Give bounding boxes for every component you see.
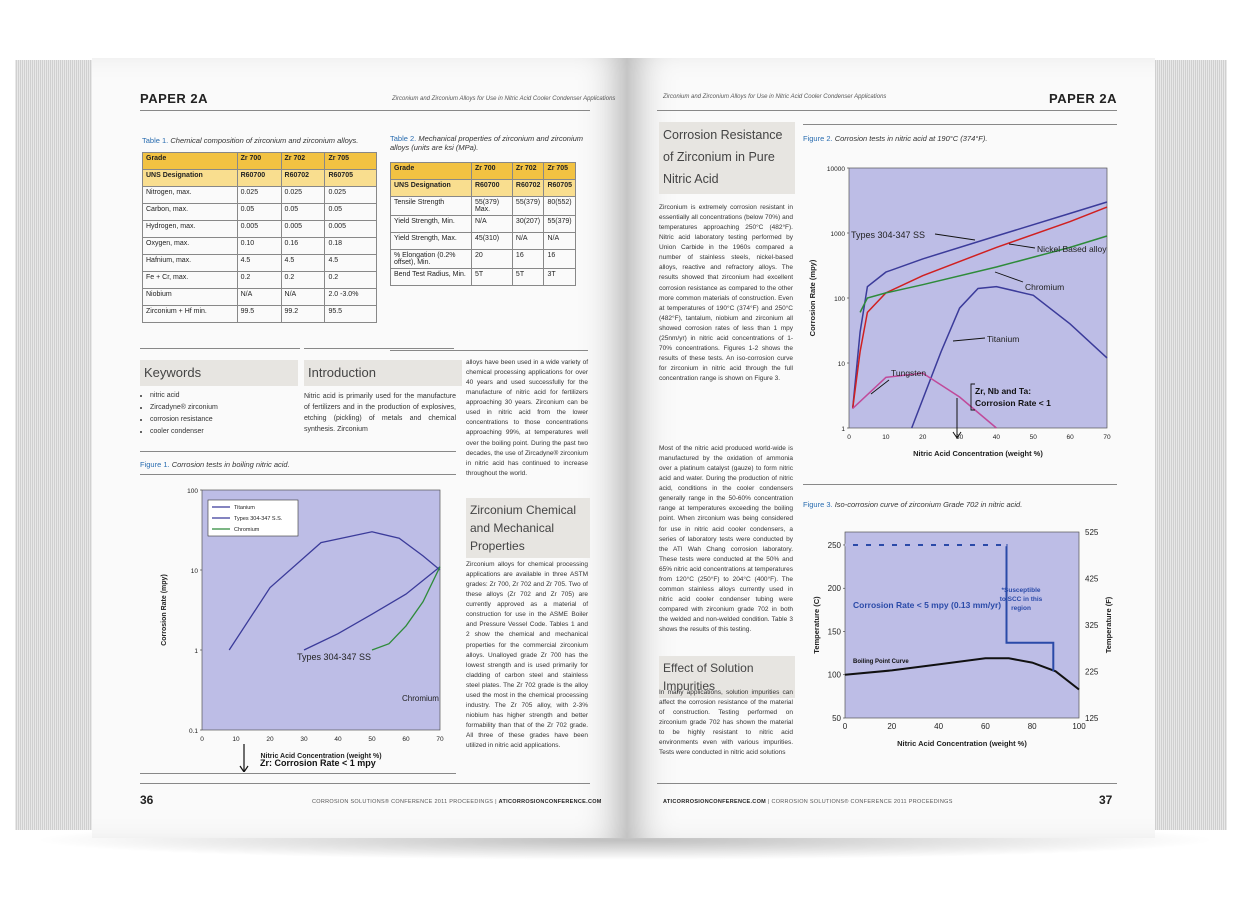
annotation-zr-nb-ta: Zr, Nb and Ta: [975, 386, 1032, 396]
table-cell: 0.025 [281, 187, 325, 204]
x-axis-label: Nitric Acid Concentration (weight %) [913, 449, 1043, 458]
table-row [143, 272, 377, 289]
x-tick-label: 70 [1103, 434, 1111, 441]
figure3-plot-area [845, 532, 1079, 718]
y-tick-label: 10000 [826, 166, 845, 173]
y-tick-label: 150 [827, 627, 841, 637]
table-cell: N/A [544, 233, 576, 250]
table-cell: 55(379) Max. [471, 197, 512, 216]
zr-section-title: Zirconium Chemical and Mechanical Properties [466, 498, 590, 558]
table-cell: Hafnium, max. [143, 255, 238, 272]
y-axis-label: Temperature (C) [812, 596, 821, 654]
table-cell: Zr 700 [471, 163, 512, 180]
table-row [391, 197, 576, 216]
table-cell: R60700 [471, 180, 512, 197]
table-cell: 20 [471, 250, 512, 269]
table-cell: 0.18 [325, 238, 377, 255]
running-title-right: Zirconium and Zirconium Alloys for Use in Nitric Acid Cooler Condenser Applications [663, 94, 887, 100]
page-edges-left [15, 60, 95, 830]
y2-tick-label: 125 [1085, 714, 1099, 723]
table-cell: Bend Test Radius, Min. [391, 269, 472, 286]
annotation-zr: Zr: Corrosion Rate < 1 mpy [260, 758, 376, 768]
y-tick-label: 1000 [830, 231, 845, 238]
y-tick-label: 100 [827, 670, 841, 680]
table-cell: Zr 700 [237, 153, 281, 170]
x-tick-label: 20 [919, 434, 927, 441]
keywords-title: Keywords [140, 360, 298, 386]
keyword-item: • Zircadyne® zirconium [150, 402, 218, 414]
corrosion-section-title: Corrosion Resistance of Zirconium in Pure Nitric Acid [659, 122, 795, 194]
table-cell: Hydrogen, max. [143, 221, 238, 238]
impurities-section-title: Effect of Solution Impurities [659, 656, 795, 698]
table-row [391, 233, 576, 250]
table-cell: 3T [544, 269, 576, 286]
table-cell: 2.0 -3.0% [325, 289, 377, 306]
table-cell: N/A [512, 233, 544, 250]
table-cell: 95.5 [325, 306, 377, 323]
keyword-item: • cooler condenser [150, 426, 218, 438]
table-cell: 0.025 [325, 187, 377, 204]
table-cell: 99.2 [281, 306, 325, 323]
annotation-types-304-347: Types 304-347 SS [297, 652, 372, 662]
table2-subheader-row [391, 180, 576, 197]
table-cell: 0.005 [325, 221, 377, 238]
table-cell: 16 [512, 250, 544, 269]
table2-caption: Table 2. Mechanical properties of zirconium and zirconium alloys (units are ksi (MPa). [390, 134, 584, 152]
annotation-chromium: Chromium [1025, 282, 1065, 292]
annotation-chromium: Chromium [402, 694, 439, 703]
figure2-chart [803, 154, 1113, 474]
table-cell: Grade [391, 163, 472, 180]
y-axis-label: Corrosion Rate (mpy) [161, 574, 168, 646]
x-tick-label: 50 [1029, 434, 1037, 441]
annotation-scc: to SCC in this [999, 596, 1043, 603]
annotation-types-304-347: Types 304-347 SS [851, 230, 926, 240]
table-cell: 99.5 [237, 306, 281, 323]
table-cell: Fe + Cr, max. [143, 272, 238, 289]
legend-label: Chromium [234, 527, 260, 533]
page-edges-right [1152, 60, 1227, 830]
corrosion-section-text2: Most of the nitric acid produced world-wide is manufactured by the oxidation of ammonia over a platinum catalyst (gauze) to form nitric acid and water. During the production of nitric acid, conditions in the cooler condensers generally range in the 50-60% concentration range at temperatures exceeding the boiling point. When zirconium was being considered for use in nitric acid cooler condensers, a series of laboratory tests were conducted by the ATI Wah Chang corrosion laboratory. These tests were conducted at the 50% and 65% nitric acid concentrations at temperatures from 120°C (250°F) to 204°C (400°F). The common stainless alloys currently used in nitric acid cooler condenser tubing were compared with zirconium grade 702 in both the welded and non-welded condition. Table 3 shows the results of this testing. [659, 445, 793, 634]
x-tick-label: 20 [887, 722, 897, 731]
y2-axis-label: Temperature (F) [1104, 596, 1113, 654]
table-row [391, 250, 576, 269]
table-cell: R60705 [325, 170, 377, 187]
table-cell: R60702 [281, 170, 325, 187]
table-row [391, 216, 576, 233]
y-tick-label: 50 [832, 714, 841, 723]
table-cell: 80(552) [544, 197, 576, 216]
annotation-tungsten: Tungsten [891, 368, 927, 378]
table-cell: Nitrogen, max. [143, 187, 238, 204]
page-number-left: 36 [140, 793, 154, 807]
table-row [143, 289, 377, 306]
y2-tick-label: 525 [1085, 528, 1099, 537]
table-cell: 16 [544, 250, 576, 269]
annotation-nickel: Nickel Based alloy [1037, 244, 1107, 254]
y-tick-label: 250 [827, 540, 841, 550]
introduction-title: Introduction [304, 360, 462, 386]
x-tick-label: 10 [882, 434, 890, 441]
table-row [391, 269, 576, 286]
footer-right: ATICORROSIONCONFERENCE.COM | CORROSION SOLUTIONS® CONFERENCE 2011 PROCEEDINGS [663, 799, 953, 805]
table-cell: 0.2 [325, 272, 377, 289]
footer-left: CORROSION SOLUTIONS® CONFERENCE 2011 PROCEEDINGS | ATICORROSIONCONFERENCE.COM [312, 799, 602, 805]
paper-header-right: PAPER 2A [1049, 91, 1118, 106]
table-cell: 0.10 [237, 238, 281, 255]
x-tick-label: 0 [200, 736, 204, 743]
y-tick-label: 10 [190, 568, 198, 575]
table-cell: 0.2 [281, 272, 325, 289]
table-cell: Oxygen, max. [143, 238, 238, 255]
y-tick-label: 1 [194, 648, 198, 655]
table-cell: R60702 [512, 180, 544, 197]
table1-header-row [143, 153, 377, 170]
table-cell: Tensile Strength [391, 197, 472, 216]
x-tick-label: 50 [368, 736, 376, 743]
table2-header-row [391, 163, 576, 180]
y-tick-label: 1 [841, 426, 845, 433]
table-cell: 0.16 [281, 238, 325, 255]
corrosion-section-text1: Zirconium is extremely corrosion resistant in essentially all concentrations (below 70%) and temperatures approaching 250°C (482°F). Nitric acid laboratory testing performed by Union Carbide in the 1960s compared a number of stainless steels, nickel-based alloys, reactive and refractory alloys. The results showed that zirconium had excellent corrosion resistance as compared to the other more common materials of construction. Even at temperatures of 190°C (374°F) and 250°C (482°F), tantalum, niobium and zirconium all showed corrosion rates of less than 1 mpy (25nm/yr) in nitric acid concentrations of 1-70% concentrations. Figures 1-2 shows the results of these tests. An iso-corrosion curve for zirconium in nitric acid through the full concentration range is shown on Figure 3. [659, 204, 793, 383]
table1-caption: Table 1. Chemical composition of zirconium and zirconium alloys. [142, 136, 359, 145]
figure3-caption: Figure 3. Iso-corrosion curve of zirconium Grade 702 in nitric acid. [803, 500, 1023, 509]
x-tick-label: 30 [955, 434, 964, 441]
x-tick-label: 30 [300, 736, 308, 743]
table-cell: 55(379) [544, 216, 576, 233]
annotation-corrosion-rate: Corrosion Rate < 5 mpy (0.13 mm/yr) [853, 600, 1002, 610]
y-axis-label: Corrosion Rate (mpy) [808, 259, 817, 337]
table-row [143, 238, 377, 255]
table-cell: Carbon, max. [143, 204, 238, 221]
table-cell: 0.2 [237, 272, 281, 289]
table-cell: 4.5 [325, 255, 377, 272]
y-tick-label: 100 [187, 488, 198, 495]
legend-label: Titanium [234, 505, 255, 511]
paper-header: PAPER 2A [140, 91, 209, 106]
annotation-arrow [240, 744, 248, 772]
table-cell: 4.5 [281, 255, 325, 272]
x-tick-label: 80 [1027, 722, 1037, 731]
table-row [143, 187, 377, 204]
x-tick-label: 20 [266, 736, 274, 743]
table-cell: 0.05 [237, 204, 281, 221]
table-cell: Niobium [143, 289, 238, 306]
table-cell: 30(207) [512, 216, 544, 233]
annotation-scc: *Susceptible [1001, 587, 1041, 594]
figure1-caption: Figure 1. Corrosion tests in boiling nitric acid. [140, 460, 290, 469]
table-cell: % Elongation (0.2% offset), Min. [391, 250, 472, 269]
table-cell: R60700 [237, 170, 281, 187]
running-title: Zirconium and Zirconium Alloys for Use in Nitric Acid Cooler Condenser Applications [392, 96, 616, 102]
table-cell: 5T [471, 269, 512, 286]
table2 [390, 162, 576, 286]
x-tick-label: 40 [934, 722, 944, 731]
x-tick-label: 40 [992, 434, 1001, 441]
impurities-section-text: In many applications, solution impurities can affect the corrosion resistance of the material of construction. Testing performed on zirconium grade 702 has shown the material to be highly resistant to nitric acid environments even with various impurities. Tests were conducted in nitric acid solutions [659, 689, 793, 757]
figure2-caption: Figure 2. Corrosion tests in nitric acid at 190°C (374°F). [803, 134, 988, 143]
y2-tick-label: 225 [1085, 667, 1099, 677]
figure1-chart [152, 482, 452, 772]
annotation-zr-nb-ta: Corrosion Rate < 1 [975, 398, 1051, 408]
table-cell: Grade [143, 153, 238, 170]
x-tick-label: 60 [1066, 434, 1074, 441]
table-cell: 5T [512, 269, 544, 286]
table-cell: Yield Strength, Min. [391, 216, 472, 233]
corrosion-section-title-box [659, 122, 795, 194]
table-row [143, 221, 377, 238]
y2-tick-label: 325 [1085, 621, 1099, 630]
table1-subheader-row [143, 170, 377, 187]
table-cell: 0.025 [237, 187, 281, 204]
keyword-item: • nitric acid [150, 390, 218, 402]
table-cell: N/A [281, 289, 325, 306]
x-tick-label: 0 [842, 722, 848, 731]
table-cell: Yield Strength, Max. [391, 233, 472, 250]
legend-label: Types 304-347 S.S. [234, 516, 283, 522]
x-tick-label: 10 [232, 736, 240, 743]
y-tick-label: 0.1 [188, 728, 198, 735]
table-cell: Zr 705 [325, 153, 377, 170]
table-cell: Zirconium + Hf min. [143, 306, 238, 323]
x-tick-label: 100 [1072, 722, 1086, 731]
table-row [143, 255, 377, 272]
table-cell: 0.005 [281, 221, 325, 238]
annotation-titanium: Titanium [987, 334, 1020, 344]
x-tick-label: 60 [402, 736, 410, 743]
y-tick-label: 100 [834, 296, 845, 303]
table-cell: 4.5 [237, 255, 281, 272]
column3-text: alloys have been used in a wide variety of chemical processing applications for over 40 years and used successfully for the manufacture of nitric acid for fertilizers approaching 30 years. Zirconium can be used in nitric acid from the lower concentrations to those concentrations approaching 99%, at temperatures well over the boiling point. During the past two decades, the use of Zircadyne® zirconium in nitric acid has continued to increase throughout the world. [466, 359, 588, 477]
page-number-right: 37 [1099, 793, 1113, 807]
table-row [143, 306, 377, 323]
table-cell: Zr 702 [281, 153, 325, 170]
introduction-text: Nitric acid is primarily used for the manufacture of fertilizers and in the production of explosives, etching (pickling) of metals and chemical synthesis. Zirconium [304, 393, 456, 433]
table-row [143, 204, 377, 221]
table-cell: Zr 705 [544, 163, 576, 180]
y2-tick-label: 425 [1085, 574, 1099, 584]
keywords-list [140, 390, 218, 438]
keyword-item: • corrosion resistance [150, 414, 218, 426]
table-cell: 0.05 [325, 204, 377, 221]
table-cell: 0.05 [281, 204, 325, 221]
x-axis-label: Nitric Acid Concentration (weight %) [260, 753, 382, 760]
x-tick-label: 70 [436, 736, 444, 743]
table-cell: N/A [471, 216, 512, 233]
right-page [627, 58, 1155, 838]
annotation-scc: region [1011, 605, 1031, 612]
x-tick-label: 60 [980, 722, 990, 731]
table-cell: UNS Designation [391, 180, 472, 197]
table-cell: R60705 [544, 180, 576, 197]
table-cell: Zr 702 [512, 163, 544, 180]
annotation-boiling: Boiling Point Curve [853, 659, 909, 665]
table-cell: 55(379) [512, 197, 544, 216]
zr-section-title-box [466, 498, 590, 558]
x-tick-label: 40 [334, 736, 342, 743]
zr-section-text: Zirconium alloys for chemical processing applications are available in three ASTM grades: Zr 700, Zr 702 and Zr 705. Two of these alloys (Zr 702 and Zr 705) are currently approved as a material of construction for use in the ASME Boiler and Pressure Vessel Code. Tables 1 and 2 show the chemical and mechanical properties for the commercial zirconium alloys. Unalloyed grade Zr 700 has the lowest strength and is used primarily for cladding of carbon steel and stainless steel plates. The Zr 702 grade is the alloy used the most in the chemical processing industry. The Zr 705 alloy, with 2-3% niobium has higher strength and better formability than that of the Zr 702 grade. All three of these grades have been utilized in nitric acid applications. [466, 561, 588, 750]
table1 [142, 152, 377, 323]
table-cell: 0.005 [237, 221, 281, 238]
table-cell: N/A [237, 289, 281, 306]
left-page [92, 58, 627, 838]
y-tick-label: 200 [827, 584, 841, 594]
x-axis-label: Nitric Acid Concentration (weight %) [897, 739, 1027, 748]
x-tick-label: 0 [847, 434, 851, 441]
y-tick-label: 10 [837, 361, 845, 368]
table-cell: 45(310) [471, 233, 512, 250]
figure3-chart [803, 522, 1123, 772]
table-cell: UNS Designation [143, 170, 238, 187]
